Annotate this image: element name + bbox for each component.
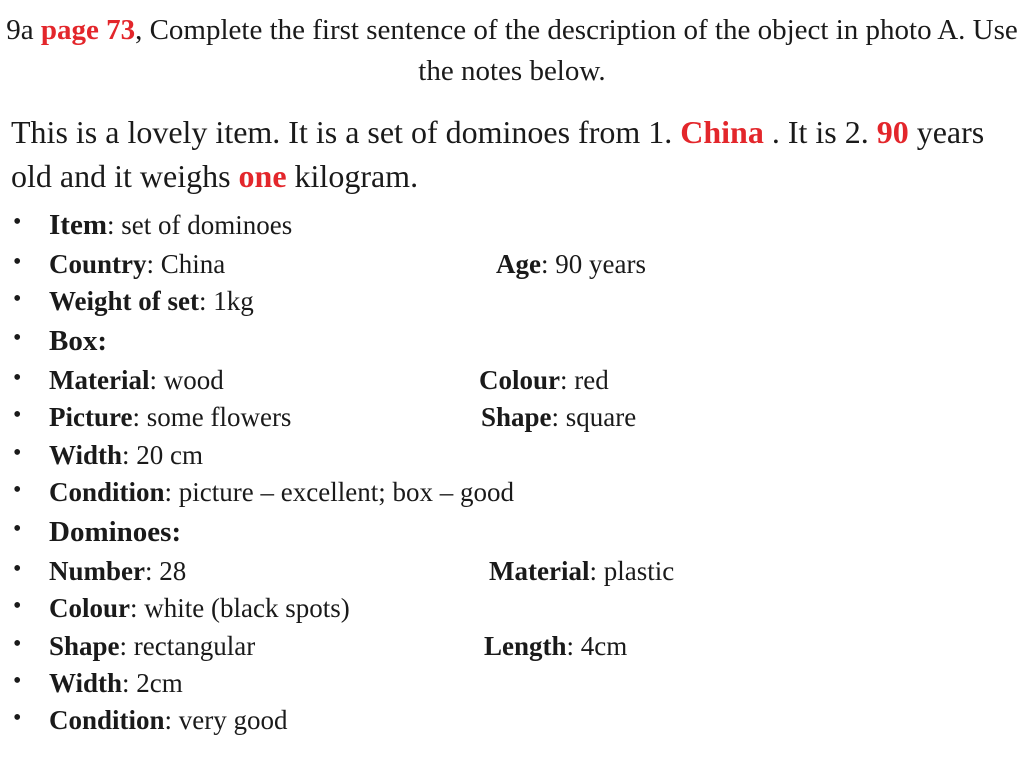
section-heading-box: [49, 325, 107, 358]
note-dominoes-number: [49, 556, 186, 587]
note-key: Colour: [49, 593, 130, 623]
note-row-dom-colour: [0, 593, 1024, 629]
bullet-icon: •: [13, 402, 22, 428]
note-value: : 1kg: [198, 286, 254, 316]
bullet-icon: •: [13, 477, 22, 503]
note-value: : very good: [164, 705, 288, 735]
note-box-colour: [479, 365, 609, 396]
note-dominoes-shape: [49, 631, 255, 662]
note-age: [496, 249, 646, 280]
note-key: Colour: [479, 365, 560, 395]
note-value: : wood: [149, 365, 224, 395]
bullet-icon: •: [13, 365, 22, 391]
note-box-shape: [481, 402, 636, 433]
note-weight: [49, 286, 254, 317]
description-part-3: years old and it weighs: [11, 114, 985, 194]
note-key: Picture: [49, 402, 133, 432]
note-value: : 90 years: [540, 249, 646, 279]
section-heading-dominoes: [49, 516, 181, 549]
note-key: Weight of set: [49, 286, 199, 316]
note-key: Box:: [49, 325, 107, 357]
note-row-box-picture-shape: [0, 402, 1024, 438]
bullet-icon: •: [13, 593, 22, 619]
bullet-icon: •: [13, 440, 22, 466]
note-row-box-condition: [0, 477, 1024, 513]
note-row-box-width: [0, 440, 1024, 476]
note-value: : set of dominoes: [106, 210, 293, 240]
page-reference: page 73: [40, 14, 136, 46]
description-paragraph: [11, 110, 1019, 198]
title-text: , Complete the first sentence of the description of the object in photo A. Use the notes below.: [135, 14, 1018, 87]
note-box-width: [49, 440, 203, 471]
note-value: : 28: [145, 556, 187, 586]
note-box-material: [49, 365, 224, 396]
note-dominoes-length: [484, 631, 627, 662]
bullet-icon: •: [13, 705, 22, 731]
note-key: Item: [49, 209, 107, 241]
bullet-icon: •: [13, 286, 22, 312]
bullet-icon: •: [13, 249, 22, 275]
note-country: [49, 249, 225, 280]
note-value: : China: [146, 249, 226, 279]
note-key: Age: [496, 249, 541, 279]
note-row-dominoes-heading: [0, 516, 1024, 552]
note-dominoes-condition: [49, 705, 288, 736]
note-key: Material: [49, 365, 150, 395]
bullet-icon: •: [13, 325, 22, 351]
bullet-icon: •: [13, 209, 22, 235]
note-key: Country: [49, 249, 147, 279]
note-value: : some flowers: [132, 402, 292, 432]
instruction-title: [0, 10, 1024, 92]
note-key: Shape: [481, 402, 552, 432]
note-row-box-material-colour: [0, 365, 1024, 401]
bullet-icon: •: [13, 556, 22, 582]
description-part-4: kilogram.: [286, 158, 419, 194]
note-row-item: [0, 209, 1024, 245]
note-dominoes-width: [49, 668, 183, 699]
note-row-dom-number-material: [0, 556, 1024, 592]
note-row-weight: [0, 286, 1024, 322]
description-part-2: . It is 2.: [763, 114, 877, 150]
note-box-picture: [49, 402, 291, 433]
description-part-1: This is a lovely item. It is a set of dominoes from 1.: [11, 114, 681, 150]
note-value: : 20 cm: [122, 440, 204, 470]
note-key: Condition: [49, 705, 165, 735]
note-value: : white (black spots): [130, 593, 350, 623]
note-key: Width: [49, 440, 123, 470]
bullet-icon: •: [13, 668, 22, 694]
note-dominoes-colour: [49, 593, 350, 624]
note-value: : plastic: [589, 556, 675, 586]
answer-country: China: [680, 114, 764, 150]
answer-age: 90: [876, 114, 909, 150]
note-key: Shape: [49, 631, 120, 661]
note-row-dom-width: [0, 668, 1024, 704]
note-value: : rectangular: [119, 631, 256, 661]
note-key: Material: [489, 556, 590, 586]
note-row-dom-condition: [0, 705, 1024, 741]
note-box-condition: [49, 477, 514, 508]
note-value: : 4cm: [566, 631, 628, 661]
note-dominoes-material: [489, 556, 674, 587]
bullet-icon: •: [13, 631, 22, 657]
answer-weight: one: [238, 158, 287, 194]
note-value: : square: [551, 402, 637, 432]
note-row-country-age: [0, 249, 1024, 285]
note-value: : 2cm: [122, 668, 183, 698]
note-key: Width: [49, 668, 123, 698]
note-key: Number: [49, 556, 145, 586]
note-row-box-heading: [0, 325, 1024, 361]
title-prefix: 9a: [6, 14, 41, 46]
note-key: Dominoes:: [49, 516, 182, 548]
note-row-dom-shape-length: [0, 631, 1024, 667]
note-key: Condition: [49, 477, 165, 507]
note-value: : red: [560, 365, 609, 395]
note-value: : picture – excellent; box – good: [164, 477, 514, 507]
note-key: Length: [484, 631, 567, 661]
note-item: [49, 209, 292, 242]
bullet-icon: •: [13, 516, 22, 542]
